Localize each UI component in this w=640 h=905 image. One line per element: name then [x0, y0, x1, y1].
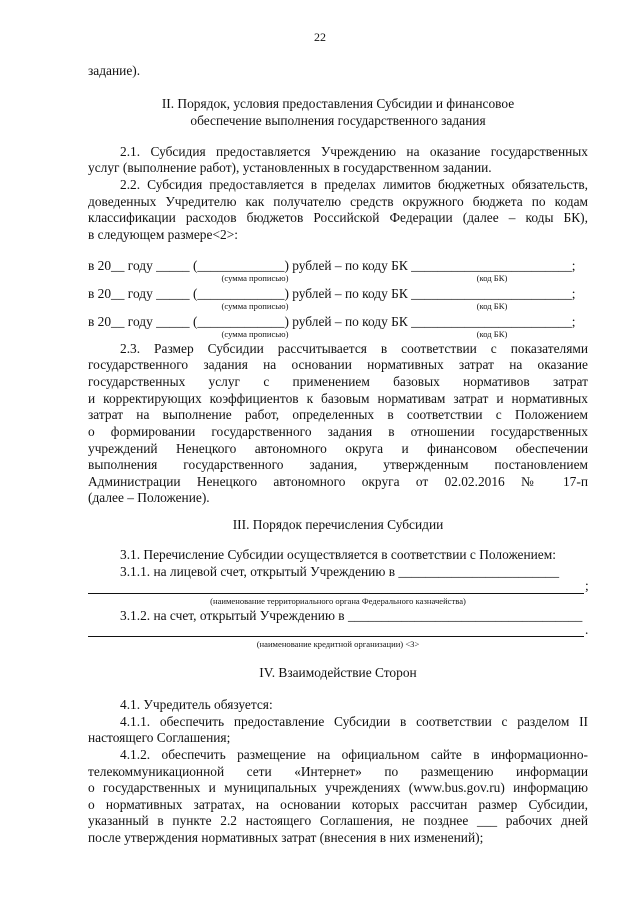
paragraph-2-3-line-5: затрат на выполнение работ, определенных в соответствии с Положением	[88, 407, 588, 422]
paragraph-2-3-line-10: (далее – Положение).	[88, 490, 210, 505]
amount-row-1-sum-hint: (сумма прописью)	[221, 273, 289, 283]
paragraph-2-3-line-8: выполнения государственного задания, утвержденным постановлением	[88, 457, 588, 472]
paragraph-4-1-2-line-6: после утверждения нормативных затрат (внесения в них изменений);	[88, 830, 484, 845]
amount-row-1: в 20__ году _____ (_____________) рублей – по коду БК ________________________;	[88, 258, 576, 273]
paragraph-2-3-line-7: учреждений Ненецкого автономного округа и финансовом обеспечении	[88, 441, 588, 456]
treasury-name-hint: (наименование территориального органа Федерального казначейства)	[210, 596, 466, 606]
amount-row-2-sum-hint: (сумма прописью)	[221, 301, 289, 311]
paragraph-2-3-line-9: Администрации Ненецкого автономного округа от 02.02.2016 № 17-п	[88, 474, 588, 489]
section-3-heading: III. Порядок перечисления Субсидии	[232, 517, 444, 532]
paragraph-2-3-line-1: 2.3. Размер Субсидии рассчитывается в соответствии с показателями	[120, 341, 588, 356]
paragraph-4-1-1-line-1: 4.1.1. обеспечить предоставление Субсидии в соответствии с разделом II	[120, 714, 588, 729]
section-2-heading-line-2: обеспечение выполнения государственного задания	[190, 113, 486, 128]
paragraph-3-1-1-end: ;	[585, 578, 589, 593]
amount-row-3-sum-hint: (сумма прописью)	[221, 329, 289, 339]
paragraph-3-1-2-end: .	[585, 622, 589, 637]
bank-name-line	[88, 636, 584, 637]
bank-name-hint: (наименование кредитной организации) <3>	[256, 639, 420, 649]
paragraph-4-1-2-line-4: о нормативных затратах, на основании которых рассчитан размер Субсидии,	[88, 797, 588, 812]
amount-row-3-code-hint: (код БК)	[476, 329, 508, 339]
paragraph-2-3-line-6: о формировании государственного задания в отношении государственных	[88, 424, 588, 439]
paragraph-2-2-line-2: доведенных Учредителю как получателю средств окружного бюджета по кодам	[88, 194, 588, 209]
paragraph-2-1-line-1: 2.1. Субсидия предоставляется Учреждению на оказание государственных	[120, 144, 588, 159]
paragraph-4-1: 4.1. Учредитель обязуется:	[120, 697, 273, 712]
paragraph-2-3-line-4: и корректирующих коэффициентов к базовым нормативам затрат и нормативных	[88, 391, 588, 406]
paragraph-2-1-line-2: услуг (выполнение работ), установленных в государственном задании.	[88, 160, 492, 175]
paragraph-2-3-line-3: государственных услуг с применением базовых нормативов затрат	[88, 374, 588, 389]
paragraph-4-1-2-line-2: телекоммуникационной сети «Интернет» по размещению информации	[88, 764, 588, 779]
amount-row-3: в 20__ году _____ (_____________) рублей – по коду БК ________________________;	[88, 314, 576, 329]
paragraph-2-2-line-3: классификации расходов бюджетов Российской Федерации (далее – коды БК),	[88, 210, 588, 225]
paragraph-2-2-line-4: в следующем размере<2>:	[88, 227, 238, 242]
continued-text: задание).	[88, 63, 141, 78]
amount-row-2-code-hint: (код БК)	[476, 301, 508, 311]
paragraph-3-1: 3.1. Перечисление Субсидии осуществляется в соответствии с Положением:	[120, 547, 556, 562]
section-2-heading-line-1: II. Порядок, условия предоставления Субсидии и финансовое	[161, 96, 515, 111]
amount-row-1-code-hint: (код БК)	[476, 273, 508, 283]
paragraph-3-1-1: 3.1.1. на лицевой счет, открытый Учреждению в ________________________	[120, 564, 560, 579]
page-number: 22	[314, 30, 326, 44]
paragraph-2-3-line-2: государственного задания на основании нормативных затрат на оказание	[88, 357, 588, 372]
paragraph-4-1-1-line-2: настоящего Соглашения;	[88, 730, 231, 745]
treasury-name-line	[88, 593, 584, 594]
paragraph-3-1-2: 3.1.2. на счет, открытый Учреждению в ___________________________________	[120, 608, 583, 623]
paragraph-4-1-2-line-3: о государственных и муниципальных учреждениях (www.bus.gov.ru) информацию	[88, 780, 588, 795]
paragraph-2-2-line-1: 2.2. Субсидия предоставляется в пределах лимитов бюджетных обязательств,	[120, 177, 588, 192]
amount-row-2: в 20__ году _____ (_____________) рублей – по коду БК ________________________;	[88, 286, 576, 301]
paragraph-4-1-2-line-1: 4.1.2. обеспечить размещение на официальном сайте в информационно-	[120, 747, 588, 762]
section-4-heading: IV. Взаимодействие Сторон	[259, 665, 417, 680]
paragraph-4-1-2-line-5: указанный в пункте 2.2 настоящего Соглашения, не позднее ___ рабочих дней	[88, 813, 588, 828]
